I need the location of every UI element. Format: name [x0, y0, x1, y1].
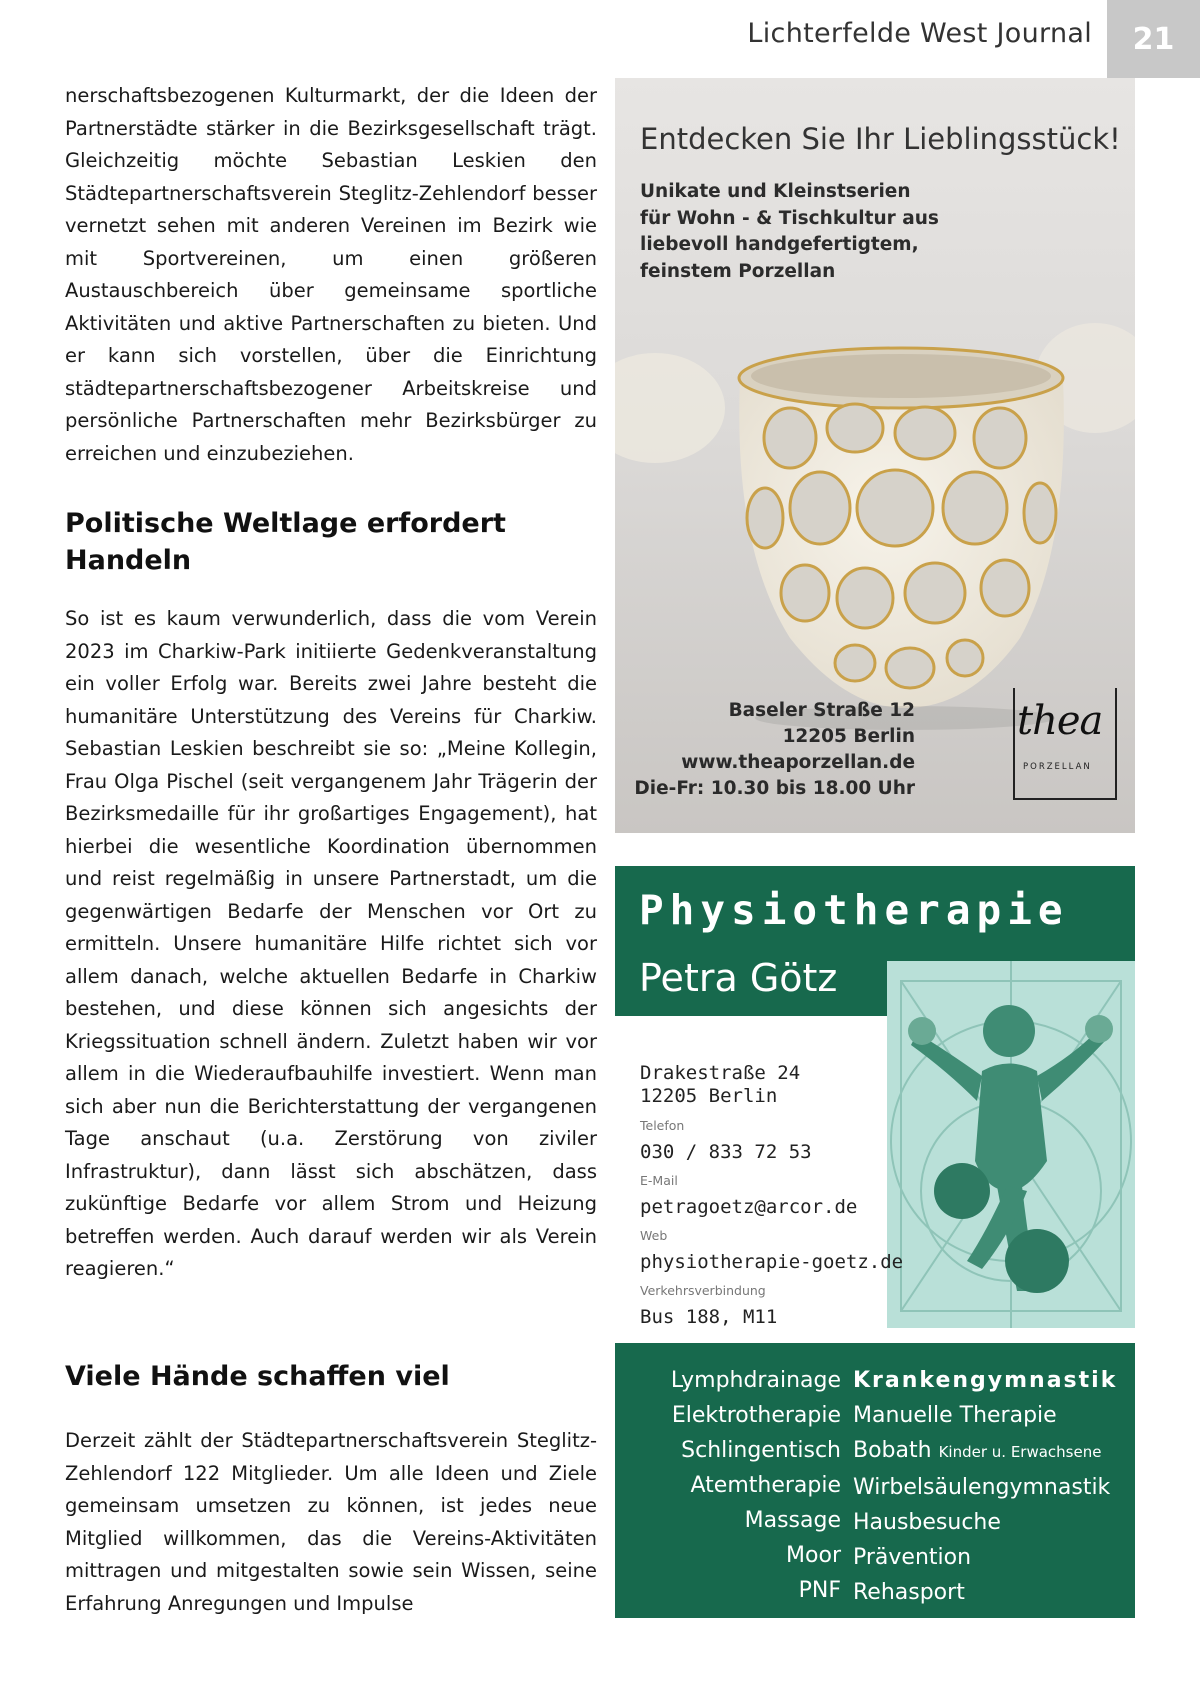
service-item: Schlingentisch	[681, 1438, 841, 1463]
physio-services	[615, 1343, 1135, 1618]
article-paragraph-1: nerschaftsbezogenen Kulturmarkt, der die Ideen der Partnerstädte stärker in die Bezirksgesellschaft trägt. Gleichzeitig möchte Sebastian Leskien den Städtepartnerschaftsverein Steglitz-Zehlendorf besser vernetzt sehen mit anderen Vereinen im Bezirk wie mit Sportvereinen, um einen größeren Austauschbereich über gemeinsame sportliche Aktivitäten und aktive Partnerschaften zu bieten. Und er kann sich vorstellen, über die Einrichtung städtepartnerschaftsbezogener Arbeitskreise und persönliche Partnerschaften mehr Bezirksbürger zu erreichen und einzubeziehen.	[65, 84, 597, 465]
physio-web-label: Web	[640, 1228, 668, 1243]
porcelain-street: Baseler Straße 12	[728, 700, 915, 721]
service-item: Rehasport	[853, 1580, 965, 1605]
service-item-bobath	[853, 1433, 1117, 1470]
physio-contact	[640, 1062, 903, 1328]
service-item: Atemtherapie	[690, 1473, 841, 1498]
services-right-list	[853, 1363, 1117, 1610]
porcelain-hours: Die-Fr: 10.30 bis 18.00 Uhr	[634, 778, 915, 799]
service-item: Lymphdrainage	[670, 1368, 841, 1393]
physio-email[interactable]: petragoetz@arcor.de	[640, 1196, 858, 1218]
page-number: 21	[1107, 0, 1200, 78]
service-item: Manuelle Therapie	[853, 1403, 1057, 1428]
service-item-highlight: Krankengymnastik	[853, 1368, 1118, 1393]
journal-title: Lichterfelde West Journal	[747, 18, 1092, 49]
service-item: Hausbesuche	[853, 1510, 1001, 1535]
service-item: Prävention	[853, 1545, 972, 1570]
physio-phone-label: Telefon	[640, 1118, 685, 1133]
bobath-note: Kinder u. Erwachsene	[938, 1443, 1102, 1461]
thea-logo-script: thea	[1017, 698, 1103, 744]
article-heading-2: Viele Hände schaffen viel	[65, 1361, 450, 1392]
porcelain-website[interactable]: www.theaporzellan.de	[681, 752, 915, 773]
porcelain-ad-subline: Unikate und Kleinstserien für Wohn - & Tischkultur aus liebevoll handgefertigtem, feinstem Porzellan	[640, 181, 939, 282]
article-heading-1: Politische Weltlage erfordert Handeln	[65, 508, 506, 576]
service-item: Massage	[744, 1508, 841, 1533]
physio-web[interactable]: physiotherapie-goetz.de	[640, 1251, 904, 1273]
service-item-label: Bobath	[853, 1438, 932, 1463]
porcelain-city: 12205 Berlin	[782, 726, 915, 747]
thea-logo	[1013, 688, 1117, 800]
physio-ad	[615, 866, 1135, 1328]
porcelain-ad	[615, 78, 1135, 833]
service-item: Wirbelsäulengymnastik	[853, 1475, 1111, 1500]
porcelain-ad-headline: Entdecken Sie Ihr Lieblingsstück!	[640, 122, 1121, 156]
article-paragraph-2: So ist es kaum verwunderlich, dass die vom Verein 2023 im Charkiw-Park initiierte Gedenkveranstaltung ein voller Erfolg war. Bereits zwei Jahre besteht die humanitäre Unterstützung des Vereins für Charkiw. Sebastian Leskien beschreibt sie so: „Meine Kollegin, Frau Olga Pischel (seit vergangenem Jahr Trägerin der Bezirksmedaille für ihr großartiges Engagement), hat hierbei die wesentliche Koordination übernommen und reist regelmäßig in unsere Partnerstadt, um die gegenwärtigen Bedarfe der Menschen vor Ort zu ermitteln. Unsere humanitäre Hilfe richtet sich vor allem danach, welche aktuellen Bedarfe in Charkiw bestehen, und diese können sich angesichts der Kriegssituation schnell ändern. Zuletzt haben wir vor allem in die Wiederaufbauhilfe investiert. Wenn man sich aber nun die Berichterstattung der vergangenen Tage anschaut (u.a. Zerstörung von ziviler Infrastruktur), dann lässt sich abschätzen, dass zukünftige Bedarfe vor allem Strom und Heizung betreffen werden. Auch darauf werden wir als Verein reagieren.“	[65, 607, 597, 1280]
service-item: Moor	[786, 1543, 841, 1568]
thea-logo-sub: PORZELLAN	[1023, 762, 1092, 772]
article-paragraph-3: Derzeit zählt der Städtepartnerschaftsverein Steglitz-Zehlendorf 122 Mitglieder. Um alle Ideen und Ziele gemeinsam umsetzen zu können, ist jedes neue Mitglied willkommen, das die Vereins-Aktivitäten mittragen und mitgestalten sowie sein Wissen, seine Erfahrung Anregungen und Impulse	[65, 1429, 597, 1615]
physio-city: 12205 Berlin	[640, 1085, 778, 1107]
physio-figure-illustration	[887, 961, 1135, 1328]
physio-street: Drakestraße 24	[640, 1062, 801, 1084]
physio-transit: Bus 188, M11	[640, 1306, 778, 1328]
physio-figure-icon	[887, 961, 1135, 1328]
porcelain-ad-contact	[634, 698, 915, 802]
physio-ad-name: Petra Götz	[639, 956, 838, 1000]
physio-transit-label: Verkehrsverbindung	[640, 1283, 766, 1298]
service-item: Elektrotherapie	[671, 1403, 841, 1428]
physio-email-label: E-Mail	[640, 1173, 678, 1188]
services-left-list	[671, 1363, 841, 1608]
physio-ad-title: Physiotherapie	[639, 886, 1069, 934]
service-item: PNF	[798, 1578, 841, 1603]
physio-phone[interactable]: 030 / 833 72 53	[640, 1141, 812, 1163]
